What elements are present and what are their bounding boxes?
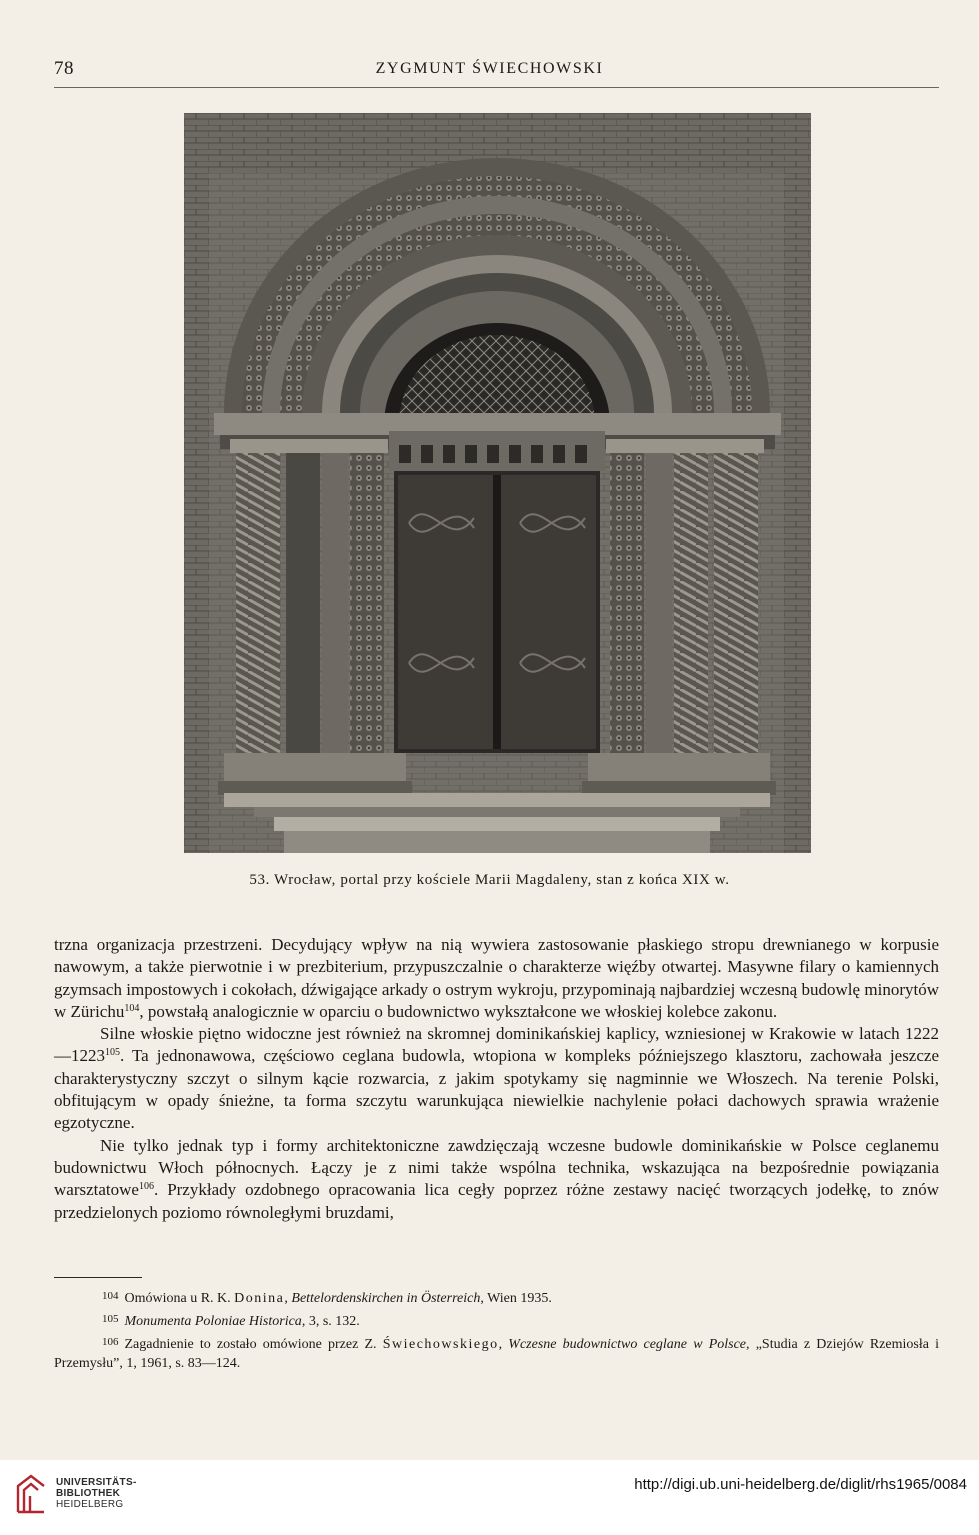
body-text — [54, 934, 939, 1224]
footnote-ref-104: 104 — [124, 1002, 140, 1014]
paragraph-1-text-a: trzna organizacja przestrzeni. Decydujący wpływ na nią wywiera zastosowanie płaskiego stropu drewnianego w korpusie nawowym, a także pierwotnie i w prezbiterium, przypuszczalnie o charakterze więźby otwartej. Masywne filary o kamiennych gzymsach impostowych i cokołach, dźwigające arkady o ostrym wykroju, przypominają najbardziej wczesną budowlę minorytów w Zürichu — [54, 935, 939, 1021]
digitization-footer — [0, 1460, 979, 1535]
library-name-line-1: UNIVERSITÄTS- — [56, 1477, 137, 1488]
paragraph-1-text-b: , powstałą analogicznie w oparciu o budownictwo wykształcone we włoskiej kolebce zakonu. — [139, 1001, 778, 1021]
header-rule — [54, 87, 939, 88]
footnote-title: Monumenta Poloniae Historica — [124, 1313, 302, 1329]
library-logo-icon — [14, 1472, 48, 1516]
paragraph-2-text-a: Silne włoskie piętno widoczne jest również na skromnej dominikańskiej kaplicy, wzniesionej w Krakowie w latach 1222—1223 — [54, 1024, 939, 1066]
library-name — [56, 1477, 137, 1510]
footnote-separator: , — [498, 1336, 503, 1352]
paragraph-3-text-b: . Przykłady ozdobnego opracowania lica cegły poprzez różne zestawy nacięć tworzących jodełkę, to znów przedzielonych poziomo równoległymi bruzdami, — [54, 1180, 939, 1222]
footnote-title: Wczesne budownictwo ceglane w Polsce — [508, 1336, 747, 1352]
paragraph-2 — [54, 1023, 939, 1134]
footnote-text: Omówiona u R. K. — [124, 1291, 231, 1306]
footnote-ref-106: 106 — [138, 1181, 154, 1193]
footnote-separator: , — [284, 1291, 288, 1306]
portal-photograph — [184, 113, 811, 853]
footnote-number: 104 — [102, 1290, 119, 1302]
library-name-line-2: BIBLIOTHEK — [56, 1488, 121, 1499]
figure-caption: 53. Wrocław, portal przy kościele Marii Magdaleny, stan z końca XIX w. — [249, 872, 730, 888]
footnote-text-end: , 3, s. 132. — [301, 1313, 360, 1329]
footnote-text-end: , Wien 1935. — [480, 1291, 552, 1306]
footnote-number: 105 — [102, 1312, 119, 1325]
running-head: ZYGMUNT ŚWIECHOWSKI — [375, 60, 604, 77]
footnote-number: 106 — [102, 1335, 119, 1348]
portal-illustration — [184, 113, 811, 853]
footnote-author: Donina — [234, 1291, 285, 1306]
footnote-104 — [54, 1287, 939, 1309]
footnote-ref-105: 105 — [105, 1047, 120, 1059]
paragraph-3 — [54, 1135, 939, 1224]
footnote-text: Zagadnienie to zostało omówione przez Z. — [124, 1336, 377, 1352]
page-number: 78 — [54, 58, 74, 79]
footnote-105 — [54, 1310, 939, 1332]
source-url-link[interactable]: http://digi.ub.uni-heidelberg.de/diglit/rhs1965/0084 — [634, 1476, 967, 1493]
footnote-106 — [54, 1333, 939, 1374]
footnote-text-end: , „Studia z Dziejów Rzemiosła i Przemysłu”, 1, 1961, s. 83—124. — [54, 1336, 940, 1372]
footnotes — [54, 1287, 939, 1375]
library-name-line-3: HEIDELBERG — [56, 1499, 124, 1510]
footnote-title: Bettelordenskirchen in Österreich — [291, 1291, 481, 1306]
footnote-author: Świechowskiego — [382, 1336, 499, 1352]
paragraph-3-text-a: Nie tylko jednak typ i formy architektoniczne zawdzięczają wczesne budowle dominikańskie w Polsce ceglanemu budownictwu Włoch północnych. Łączy je z nimi także wspólna technika, wskazująca na bezpośrednie powiązania warsztatowe — [54, 1135, 939, 1200]
paragraph-2-text-b: . Ta jednonawowa, częściowo ceglana budowla, wtopiona w kompleks późniejszego klasztoru, zachowała jeszcze charakterystyczny szczyt o silnym kącie rozwarcia, z jakim spotykamy się nagminnie we Włoszech. Na terenie Polski, obfitującym w opady śnieżne, ta forma szczytu warunkująca niewielkie nachylenie połaci dachowych sprawia wrażenie egzotyczne. — [54, 1046, 939, 1133]
footnote-rule — [54, 1277, 142, 1278]
paragraph-1 — [54, 934, 939, 1023]
